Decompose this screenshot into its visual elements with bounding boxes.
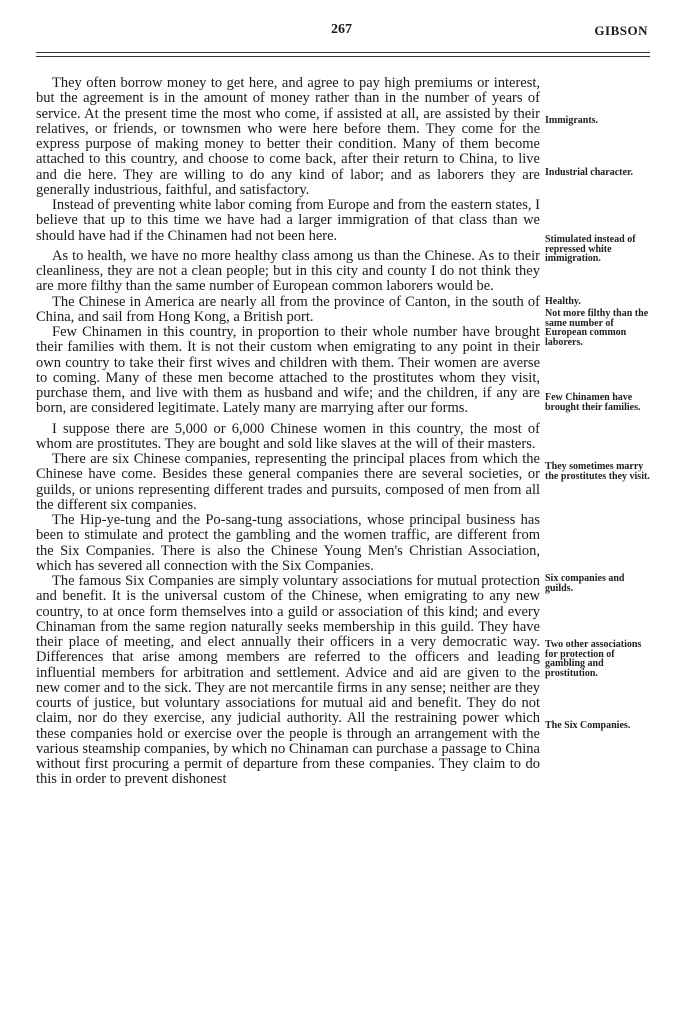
page-header [0,22,684,42]
side-note: Not more filthy than the same number of European common laborers. [545,308,649,348]
header-rule [36,56,650,57]
paragraph: The Hip-ye-tung and the Po-sang-tung associations, whose principal business has been to stimulate and protect the gambling and the women traffic, are different from the Six Companies. There is also the Chinese Young Men's Christian Association, which has severed all connection with the Six Companies. [36,512,540,574]
side-note: The Six Companies. [545,720,631,731]
side-note: Stimulated instead of repressed white immigration. [545,234,636,264]
side-note: Healthy. [545,296,581,307]
side-note: Industrial character. [545,167,633,178]
side-note: Immigrants. [545,115,599,126]
side-note: They sometimes marry the prostitutes they visit. [545,461,650,482]
paragraph: The Chinese in America are nearly all from the province of Canton, in the south of China, and sail from Hong Kong, a British port. [36,293,540,325]
paragraph: There are six Chinese companies, representing the principal places from which the Chinese have come. Besides these general companies there are several societies, or guilds, or unions representing different trades and pursuits, composed of men from all the different six companies. [36,451,540,513]
paragraph: They often borrow money to get here, and agree to pay high premiums or interest, but the agreement is in the amount of money rather than in the number of years of service. At the present time the most who come, if assisted at all, are assisted by their relatives, or friends, or townsmen who were here before them. They come for the express purpose of making money to better their condition. Many of them become attached to this country, and choose to come back, after their return to China, to live and die here. They are willing to do any kind of labor; and as laborers they are generally industrious, faithful, and satisfactory. [36,75,540,198]
header-rule [36,52,650,53]
body-text [36,76,540,788]
side-note: Two other associations for protection of gambling and prostitution. [545,639,642,679]
page-number: 267 [331,22,352,37]
side-note: Few Chinamen have brought their families. [545,392,641,413]
side-note: Six companies and guilds. [545,573,625,594]
paragraph: As to health, we have no more healthy class among us than the Chinese. As to their cleanliness, they are not a clean people; but in this city and county I do not think they are more filthy than the same number of European common laborers would be. [36,247,540,295]
paragraph: Instead of preventing white labor coming from Europe and from the eastern states, I believe that up to this time we have had a larger immigration of that class than we should have had if the Chinamen had not been here. [36,197,540,244]
paragraph: I suppose there are 5,000 or 6,000 Chinese women in this country, the most of whom are prostitutes. They are bought and sold like slaves at the will of their masters. [36,420,540,452]
running-head: GIBSON [594,23,648,38]
paragraph: The famous Six Companies are simply voluntary associations for mutual protection and benefit. It is the universal custom of the Chinese, when emigrating to any new country, to at once form themselves into a guild or association of this kind; and every Chinaman from the same region naturally seeks membership in this guild. They have their place of meeting, and elect annually their officers in a very democratic way. Differences that arise among members are referred to the officers and leading influential members for arbitration and settlement. Advice and aid are given to the new comer and to the sick. They are not mercantile firms in any sense; neither are they courts of justice, but voluntary associations for mutual aid and benefit. They do not claim, nor do they exercise, any judicial authority. All the restraining power which these companies hold or exercise over the people is through an arrangement with the various steamship companies, by which no Chinaman can purchase a passage to China without first procuring a permit of departure from these companies. They claim to do this in order to prevent dishonest [36,573,540,788]
paragraph: Few Chinamen in this country, in proportion to their whole number have brought their families with them. It is not their custom when emigrating to any point in their own country to take their first wives and children with them. Their women are averse to coming. Many of these men become attached to the prostitutes whom they visit, purchase them, and live with them as husband and wife; and the children, if any are born, are considered legitimate. Lately many are marrying after our forms. [36,324,540,417]
